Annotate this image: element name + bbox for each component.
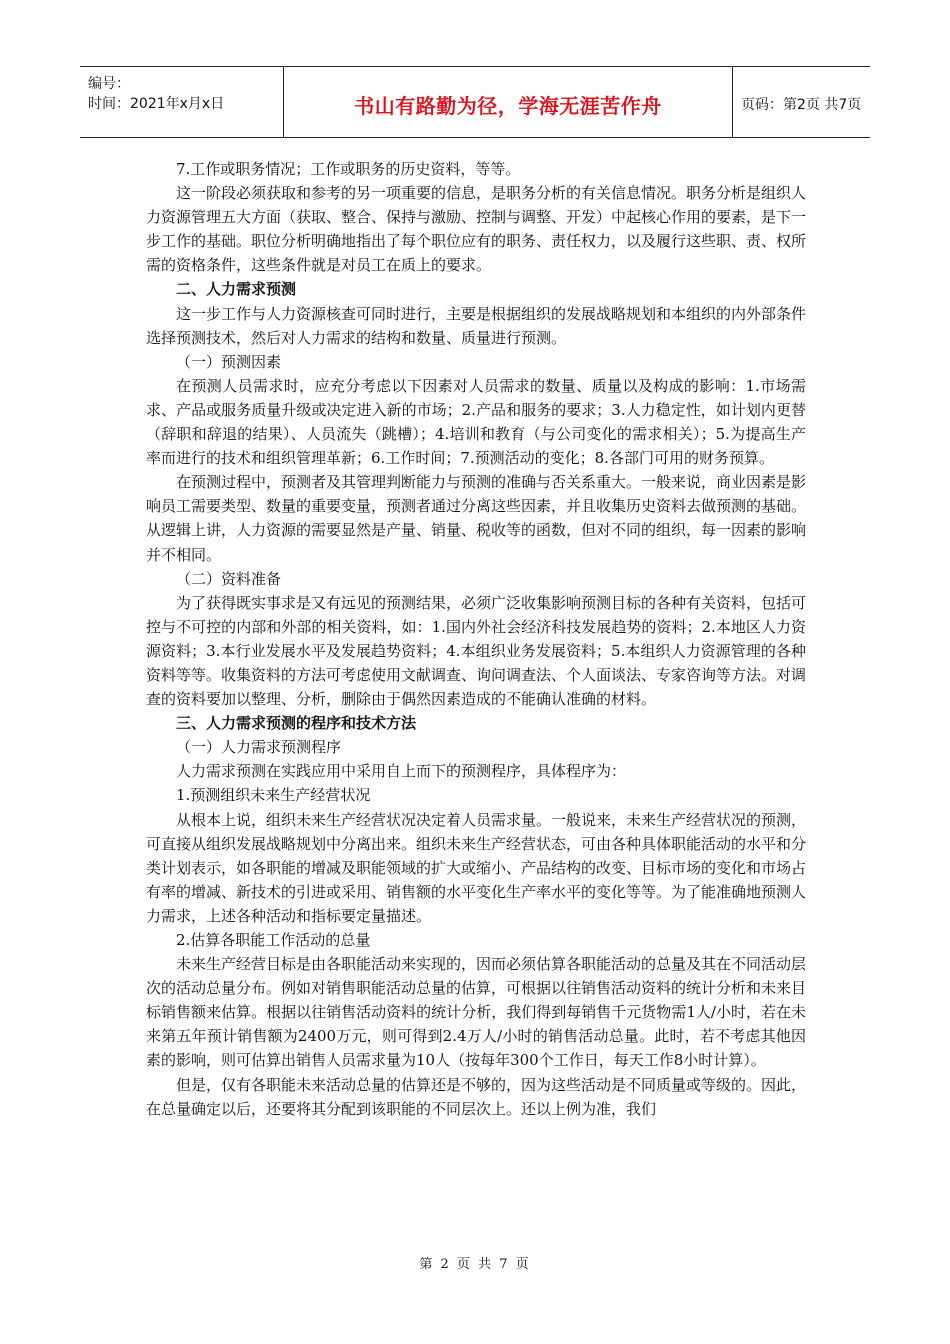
page-footer: 第 2 页 共 7 页 (419, 1257, 531, 1272)
header-page-number: 页码：第2页 共7页 (741, 97, 862, 113)
paragraph: 在预测过程中，预测者及其管理判断能力与预测的准确与否关系重大。一般来说，商业因素是影响员工需要类型、数量的重要变量，预测者通过分离这些因素，并且收集历史资料去做预测的基础。从逻辑上讲，人力资源的需要显然是产量、销量、税收等的函数，但对不同的组织，每一因素的影响并不相同。 (146, 473, 807, 564)
header-motto-cell (284, 67, 733, 137)
paragraph: 为了获得既实事求是又有远见的预测结果，必须广泛收集影响预测目标的各种有关资料，包括可控与不可控的内部和外部的相关资料，如：1.国内外社会经济科技发展趋势的资料；2.本地区人力资源资料；3.本行业发展水平及发展趋势资料；4.本组织业务发展资料；5.本组织人力资源管理的各种资料等等。收集资料的方法可考虑使用文献调查、询问调查法、个人面谈法、专家咨询等方法。对调查的资料要加以整理、分析，删除由于偶然因素造成的不能确认准确的材料。 (146, 593, 807, 709)
header-motto: 书山有路勤为径，学海无涯苦作舟 (354, 94, 662, 118)
paragraph: 这一步工作与人力资源核查可同时进行，主要是根据组织的发展战略规划和本组织的内外部条件选择预测技术，然后对人力需求的结构和数量、质量进行预测。 (146, 304, 807, 347)
paragraph: 这一阶段必须获取和参考的另一项重要的信息，是职务分析的有关信息情况。职务分析是组织人力资源管理五大方面（获取、整合、保持与激励、控制与调整、开发）中起核心作用的要素，是下一步工作的基础。职位分析明确地指出了每个职位应有的职务、责任权力，以及履行这些职、责、权所需的资格条件，这些条件就是对员工在质上的要求。 (146, 184, 807, 275)
paragraph: 从根本上说，组织未来生产经营状况决定着人员需求量。一般说来，未来生产经营状况的预测，可直接从组织发展战略规划中分离出来。组织未来生产经营状态，可由各种具体职能活动的水平和分类计划表示，如各职能的增减及职能领域的扩大或缩小、产品结构的改变、目标市场的变化和市场占有率的增减、新技术的引进或采用、销售额的水平变化生产率水平的变化等等。为了能准确地预测人力需求，上述各种活动和指标要定量描述。 (146, 810, 807, 925)
header-page-cell (733, 67, 870, 137)
subsection-heading: （一）预测因素 (176, 352, 282, 371)
paragraph: 人力需求预测在实践应用中采用自上而下的预测程序，具体程序为： (176, 762, 627, 781)
subsection-heading: （二）资料准备 (176, 569, 282, 588)
document-code-label: 编号： (88, 76, 130, 92)
paragraph: 7.工作或职务情况；工作或职务的历史资料，等等。 (176, 160, 521, 178)
subsection-heading: 2.估算各职能工作活动的总量 (176, 931, 371, 949)
subsection-heading: （一）人力需求预测程序 (176, 738, 342, 757)
page-header (80, 66, 870, 138)
document-date-label: 时间：2021年x月x日 (88, 96, 225, 112)
section-heading: 二、人力需求预测 (176, 280, 297, 299)
subsection-heading: 1.预测组织未来生产经营状况 (176, 786, 371, 805)
paragraph: 但是，仅有各职能未来活动总量的估算还是不够的，因为这些活动是不同质量或等级的。因此，在总量确定以后，还要将其分配到该职能的不同层次上。还以上例为准，我们 (146, 1075, 807, 1118)
header-meta-cell (80, 67, 284, 137)
section-heading: 三、人力需求预测的程序和技术方法 (176, 714, 417, 733)
document-body (146, 157, 806, 1121)
paragraph: 未来生产经营目标是由各职能活动来实现的，因而必须估算各职能活动的总量及其在不同活动层次的活动总量分布。例如对销售职能活动总量的估算，可根据以往销售活动资料的统计分析和未来目标销售额来估算。根据以往销售活动资料的统计分析，我们得到每销售千元货物需1人/小时，若在未来第五年预计销售额为2400万元，则可得到2.4万人/小时的销售活动总量。此时，若不考虑其他因素的影响，则可估算出销售人员需求量为10人（按每年300个工作日，每天工作8小时计算）。 (146, 955, 807, 1070)
paragraph: 在预测人员需求时，应充分考虑以下因素对人员需求的数量、质量以及构成的影响：1.市场需求、产品或服务质量升级或决定进入新的市场；2.产品和服务的要求；3.人力稳定性，如计划内更替（辞职和辞退的结果）、人员流失（跳槽）；4.培训和教育（与公司变化的需求相关）；5.为提高生产率而进行的技术和组织管理革新；6.工作时间；7.预测活动的变化；8.各部门可用的财务预算。 (146, 376, 806, 468)
